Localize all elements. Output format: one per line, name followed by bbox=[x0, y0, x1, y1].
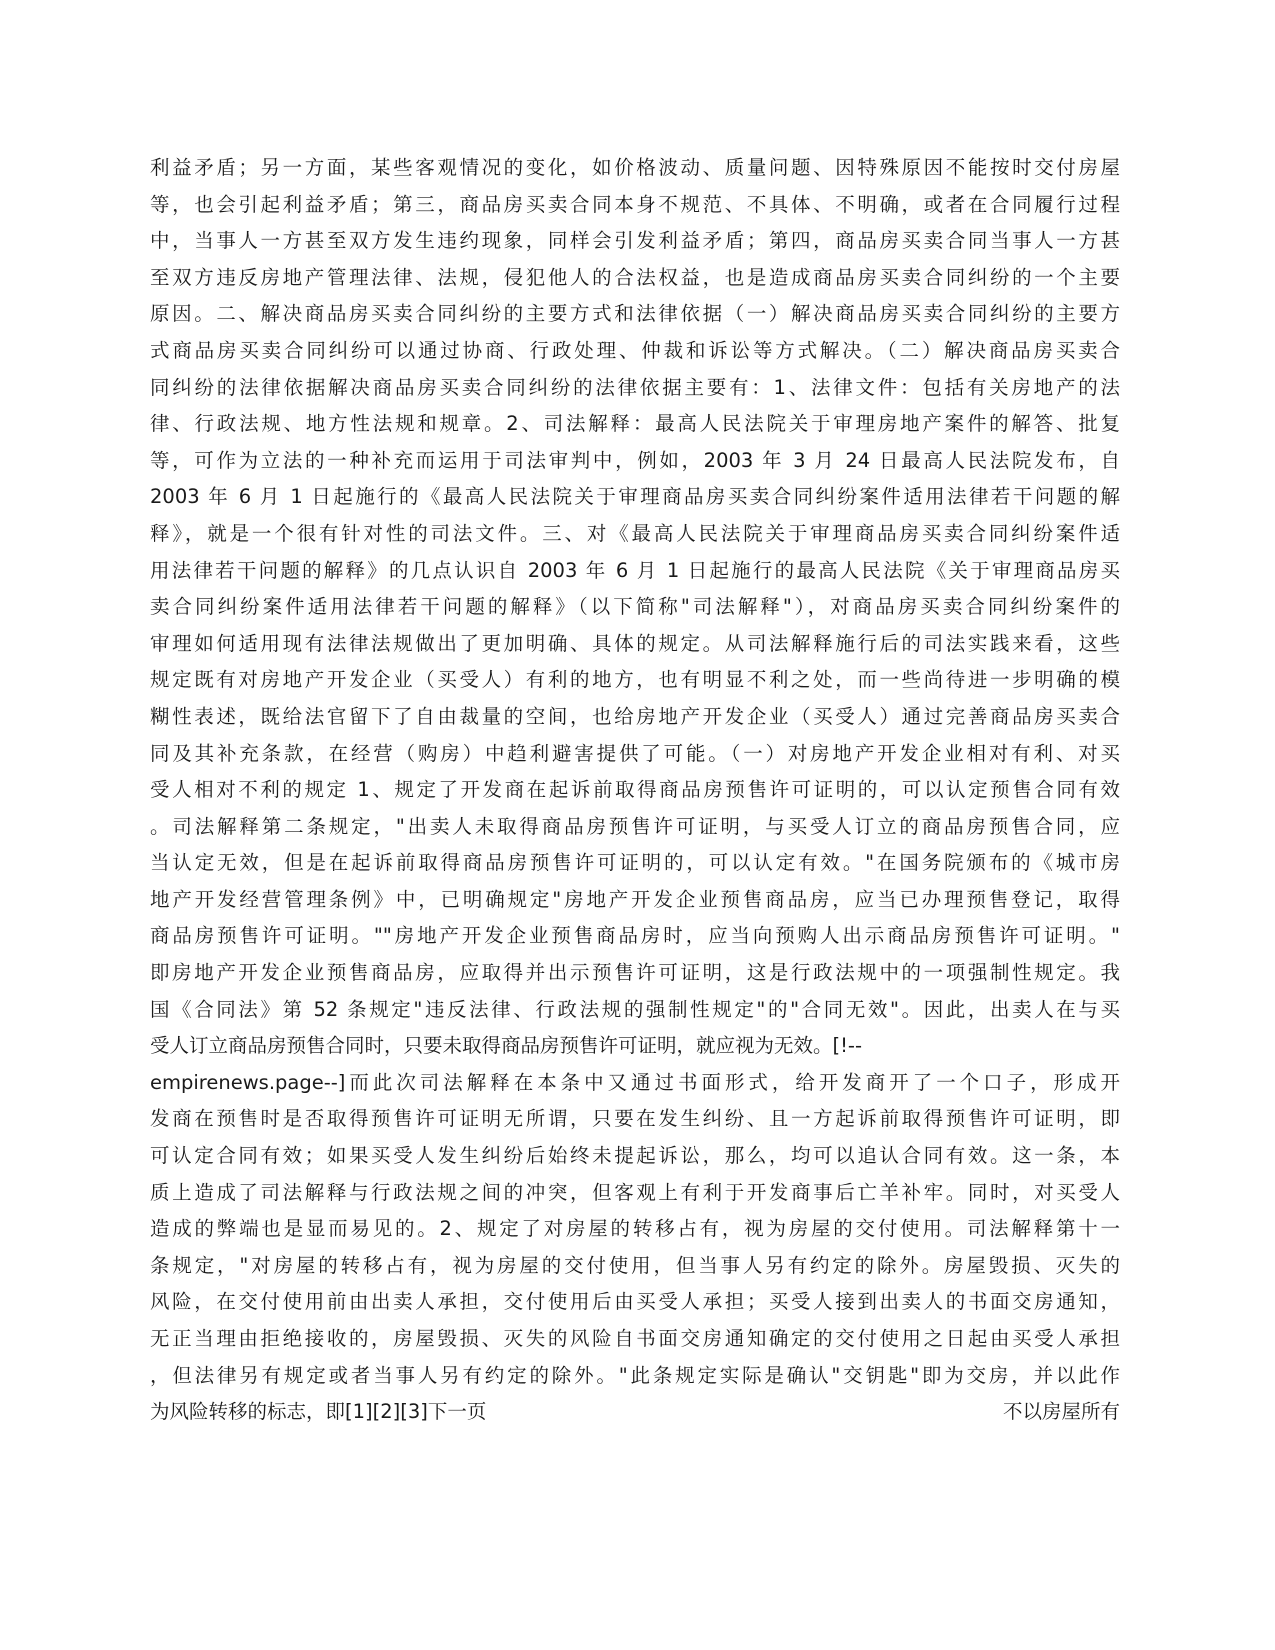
text-line: 同及其补充条款，在经营（购房）中趋利避害提供了可能。（一）对房地产开发企业相对有利、对买 bbox=[150, 741, 1120, 765]
text-line: 发商在预售时是否取得预售许可证明无所谓，只要在发生纠纷、且一方起诉前取得预售许可证明，即 bbox=[150, 1107, 1120, 1131]
text-line: 等，可作为立法的一种补充而运用于司法审判中，例如，2003 年 3 月 24 日最高人民法院发布，自 bbox=[150, 448, 1120, 472]
document-body bbox=[150, 150, 1120, 1431]
text-line: ，但法律另有规定或者当事人另有约定的除外。"此条规定实际是确认"交钥匙"即为交房，并以此作 bbox=[150, 1363, 1120, 1387]
text-line: 审理如何适用现有法律法规做出了更加明确、具体的规定。从司法解释施行后的司法实践来看，这些 bbox=[150, 631, 1120, 655]
text-line: 地产开发经营管理条例》中，已明确规定"房地产开发企业预售商品房，应当已办理预售登记，取得 bbox=[150, 887, 1120, 911]
text-line: 质上造成了司法解释与行政法规之间的冲突，但客观上有利于开发商事后亡羊补牢。同时，对买受人 bbox=[150, 1180, 1120, 1204]
text-line: 等，也会引起利益矛盾；第三，商品房买卖合同本身不规范、不具体、不明确，或者在合同履行过程 bbox=[150, 192, 1120, 216]
pagination-line[interactable]: 为风险转移的标志，即[1][2][3]下一页 bbox=[150, 1400, 487, 1424]
text-line: 2003 年 6 月 1 日起施行的《最高人民法院关于审理商品房买卖合同纠纷案件适用法律若干问题的解 bbox=[150, 485, 1120, 509]
text-line: 用法律若干问题的解释》的几点认识自 2003 年 6 月 1 日起施行的最高人民法院《关于审理商品房买 bbox=[150, 558, 1120, 582]
trailing-text: 不以房屋所有 bbox=[1002, 1400, 1120, 1424]
text-line: 商品房预售许可证明。""房地产开发企业预售商品房时，应当向预购人出示商品房预售许可证明。" bbox=[150, 924, 1120, 948]
text-line: 受人订立商品房预售合同时，只要未取得商品房预售许可证明，就应视为无效。[!-- bbox=[150, 1034, 862, 1058]
text-line: 当认定无效，但是在起诉前取得商品房预售许可证明的，可以认定有效。"在国务院颁布的《城市房 bbox=[150, 851, 1120, 875]
text-line: 中，当事人一方甚至双方发生违约现象，同样会引发利益矛盾；第四，商品房买卖合同当事人一方甚 bbox=[150, 229, 1120, 253]
text-line: 利益矛盾；另一方面，某些客观情况的变化，如价格波动、质量问题、因特殊原因不能按时交付房屋 bbox=[150, 156, 1120, 179]
text-line: 造成的弊端也是显而易见的。2、规定了对房屋的转移占有，视为房屋的交付使用。司法解释第十一 bbox=[150, 1217, 1120, 1241]
text-line: 风险，在交付使用前由出卖人承担，交付使用后由买受人承担；买受人接到出卖人的书面交房通知， bbox=[150, 1290, 1120, 1314]
final-line bbox=[150, 1394, 1120, 1431]
text-line: 无正当理由拒绝接收的，房屋毁损、灭失的风险自书面交房通知确定的交付使用之日起由买受人承担 bbox=[150, 1327, 1120, 1350]
text-line: 可认定合同有效；如果买受人发生纠纷后始终未提起诉讼，那么，均可以追认合同有效。这一条，本 bbox=[150, 1144, 1120, 1168]
text-line: 国《合同法》第 52 条规定"违反法律、行政法规的强制性规定"的"合同无效"。因此，出卖人在与买 bbox=[150, 997, 1120, 1021]
text-line: 即房地产开发企业预售商品房，应取得并出示预售许可证明，这是行政法规中的一项强制性规定。我 bbox=[150, 961, 1120, 985]
text-line: empirenews.page--]而此次司法解释在本条中又通过书面形式，给开发商开了一个口子，形成开 bbox=[150, 1070, 1120, 1094]
text-line: 同纠纷的法律依据解决商品房买卖合同纠纷的法律依据主要有：1、法律文件：包括有关房地产的法 bbox=[150, 375, 1120, 399]
text-line: 条规定，"对房屋的转移占有，视为房屋的交付使用，但当事人另有约定的除外。房屋毁损、灭失的 bbox=[150, 1253, 1120, 1277]
text-line: 原因。二、解决商品房买卖合同纠纷的主要方式和法律依据（一）解决商品房买卖合同纠纷的主要方 bbox=[150, 302, 1120, 326]
text-line: 至双方违反房地产管理法律、法规，侵犯他人的合法权益，也是造成商品房买卖合同纠纷的一个主要 bbox=[150, 265, 1120, 289]
text-line: 式商品房买卖合同纠纷可以通过协商、行政处理、仲裁和诉讼等方式解决。（二）解决商品房买卖合 bbox=[150, 338, 1120, 362]
text-line: 卖合同纠纷案件适用法律若干问题的解释》（以下简称"司法解释"），对商品房买卖合同纠纷案件的 bbox=[150, 595, 1120, 619]
text-line: 规定既有对房地产开发企业（买受人）有利的地方，也有明显不利之处，而一些尚待进一步明确的模 bbox=[150, 668, 1120, 692]
text-line: 律、行政法规、地方性法规和规章。2、司法解释：最高人民法院关于审理房地产案件的解答、批复 bbox=[150, 412, 1120, 436]
text-line: 。司法解释第二条规定，"出卖人未取得商品房预售许可证明，与买受人订立的商品房预售合同，应 bbox=[150, 814, 1120, 838]
text-line: 受人相对不利的规定 1、规定了开发商在起诉前取得商品房预售许可证明的，可以认定预售合同有效 bbox=[150, 778, 1120, 802]
text-line: 释》，就是一个很有针对性的司法文件。三、对《最高人民法院关于审理商品房买卖合同纠纷案件适 bbox=[150, 521, 1120, 545]
text-line: 糊性表述，既给法官留下了自由裁量的空间，也给房地产开发企业（买受人）通过完善商品房买卖合 bbox=[150, 704, 1120, 728]
